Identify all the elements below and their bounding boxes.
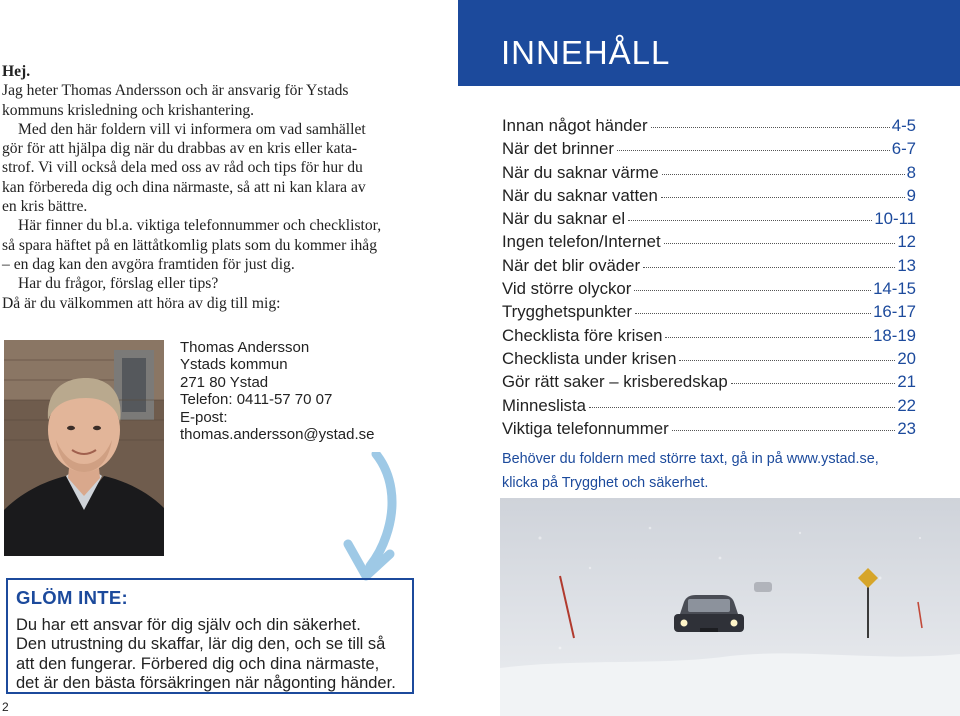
toc-item[interactable] (502, 326, 916, 349)
intro-line: så spara häftet på en lättåtkomlig plats som du kommer ihåg (2, 236, 378, 254)
toc-item-page: 12 (897, 232, 916, 252)
toc-item[interactable] (502, 209, 916, 232)
toc-item-label: När du saknar el (502, 209, 626, 229)
toc-item-label: Checklista under krisen (502, 348, 677, 368)
greeting: Hej. (2, 63, 31, 80)
toc-item[interactable] (502, 419, 916, 442)
toc-item-label: Vid större olyckor (502, 279, 632, 299)
toc-leader-dots (643, 267, 895, 268)
intro-line: kan förbereda dig och dina närmaste, så att ni kan klara av (2, 178, 366, 196)
toc-item-page: 20 (897, 348, 916, 368)
toc-item[interactable] (502, 186, 916, 209)
toc-item-label: Minneslista (502, 395, 586, 415)
intro-line: kommuns krisledning och krishantering. (2, 101, 255, 119)
page-number-left: 2 (2, 700, 9, 714)
toc-leader-dots (672, 430, 896, 431)
toc-item[interactable] (502, 396, 916, 419)
toc-item-page: 9 (906, 185, 916, 205)
intro-line: Här finner du bl.a. viktiga telefonnummer och checklistor, (18, 217, 382, 235)
toc-item-label: Checklista före krisen (502, 325, 663, 345)
reminder-line: att den fungerar. Förbered dig och dina närmaste, (16, 654, 380, 673)
large-print-note (502, 448, 932, 495)
portrait-illustration (4, 340, 164, 556)
toc-item[interactable] (502, 372, 916, 395)
toc-item-label: När det blir oväder (502, 255, 641, 275)
toc-item[interactable] (502, 279, 916, 302)
toc-item-page: 18-19 (873, 325, 916, 345)
toc-leader-dots (651, 127, 890, 128)
toc-item[interactable] (502, 302, 916, 325)
snowstorm-illustration (500, 498, 960, 716)
toc-item[interactable] (502, 349, 916, 372)
toc-item-page: 22 (897, 395, 916, 415)
reminder-line: Den utrustning du skaffar, lär dig den, och se till så (16, 635, 386, 654)
reminder-box (6, 578, 414, 694)
toc-item-page: 21 (897, 372, 916, 392)
contact-email-link[interactable]: thomas.andersson@ystad.se (180, 426, 375, 444)
contact-phone: Telefon: 0411-57 70 07 (180, 391, 333, 409)
toc-leader-dots (665, 337, 871, 338)
toc-item-label: Gör rätt saker – krisberedskap (502, 372, 728, 392)
toc-item-label: När det brinner (502, 139, 614, 159)
toc-leader-dots (664, 243, 896, 244)
toc-leader-dots (635, 313, 871, 314)
toc-leader-dots (634, 290, 871, 291)
intro-line: – en dag kan den avgöra framtiden för just dig. (2, 255, 295, 273)
intro-line: Med den här foldern vill vi informera om vad samhället (18, 120, 366, 138)
intro-line: gör för att hjälpa dig när du drabbas av en kris eller kata- (2, 140, 358, 158)
contact-org: Ystads kommun (180, 356, 288, 374)
toc-item-page: 13 (897, 255, 916, 275)
toc-item-page: 14-15 (873, 279, 916, 299)
toc-item[interactable] (502, 163, 916, 186)
toc-leader-dots (628, 220, 872, 221)
toc-item-page: 6-7 (891, 139, 916, 159)
toc-item[interactable] (502, 232, 916, 255)
arrow-icon (330, 452, 410, 582)
toc-item-label: Trygghetspunkter (502, 302, 632, 322)
toc-item-page: 10-11 (874, 209, 916, 229)
toc-item-label: Viktiga telefonnummer (502, 418, 669, 438)
contact-email-label: E-post: (180, 408, 228, 426)
toc-item-label: Innan något händer (502, 116, 648, 135)
note-line: Behöver du foldern med större taxt, gå in på www.ystad.se, (502, 451, 879, 467)
portrait-photo (4, 340, 164, 556)
reminder-line: Du har ett ansvar för dig själv och din säkerhet. (16, 616, 361, 634)
contact-info (180, 339, 375, 443)
toc-title: INNEHÅLL (501, 34, 671, 71)
reminder-line: det är den bästa försäkringen när någonting händer. (16, 674, 396, 693)
intro-line: Har du frågor, förslag eller tips? (18, 275, 219, 293)
toc-item[interactable] (502, 139, 916, 162)
toc-item-label: När du saknar värme (502, 162, 659, 182)
contact-name: Thomas Andersson (180, 339, 310, 356)
toc-header-band (458, 0, 960, 86)
intro-line: en kris bättre. (2, 198, 88, 216)
toc-leader-dots (662, 174, 905, 175)
toc-item-label: När du saknar vatten (502, 185, 658, 205)
toc-leader-dots (617, 150, 890, 151)
toc-leader-dots (589, 407, 895, 408)
snowstorm-photo (500, 498, 960, 716)
contact-address: 271 80 Ystad (180, 373, 269, 391)
intro-line: Jag heter Thomas Andersson och är ansvarig för Ystads (2, 82, 349, 100)
toc-leader-dots (731, 383, 896, 384)
note-line: klicka på Trygghet och säkerhet. (502, 474, 709, 491)
reminder-heading: GLÖM INTE: (16, 587, 128, 608)
toc-item[interactable] (502, 116, 916, 139)
intro-line: Då är du välkommen att höra av dig till mig: (2, 294, 281, 312)
toc-item-page: 4-5 (891, 116, 916, 135)
intro-line: strof. Vi vill också dela med oss av råd och tips för hur du (2, 159, 363, 177)
table-of-contents (502, 116, 916, 442)
toc-item-page: 16-17 (873, 302, 916, 322)
toc-leader-dots (679, 360, 895, 361)
toc-item-page: 23 (897, 418, 916, 438)
toc-item-label: Ingen telefon/Internet (502, 232, 661, 252)
toc-leader-dots (661, 197, 905, 198)
toc-item-page: 8 (906, 162, 916, 182)
toc-item[interactable] (502, 256, 916, 279)
intro-text (2, 62, 427, 313)
